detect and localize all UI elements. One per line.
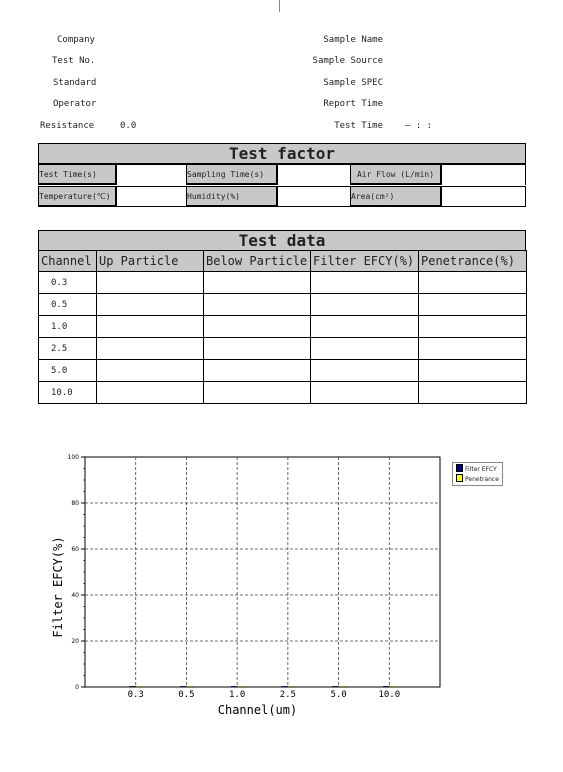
x-tick-label: 10.0 xyxy=(378,690,401,700)
area-value xyxy=(442,186,526,207)
table-row xyxy=(39,360,527,382)
data-cell xyxy=(419,360,527,382)
data-cell xyxy=(97,316,204,338)
bar-penetrance xyxy=(237,686,243,687)
channel-cell: 1.0 xyxy=(39,316,97,338)
area-label: Area(cm²) xyxy=(350,186,442,207)
table-row xyxy=(39,338,527,360)
data-cell xyxy=(97,360,204,382)
company-label: Company xyxy=(57,35,95,45)
bar-penetrance xyxy=(389,686,395,687)
operator-label: Operator xyxy=(53,99,97,109)
channel-cell: 5.0 xyxy=(39,360,97,382)
up-particle-header: Up Particle xyxy=(97,251,204,272)
air-flow-value xyxy=(442,164,526,185)
x-tick-label: 2.5 xyxy=(279,690,296,700)
data-cell xyxy=(311,272,419,294)
data-cell xyxy=(311,294,419,316)
y-tick-label: 40 xyxy=(71,592,79,599)
air-flow-label: Air Flow (L/min) xyxy=(350,164,442,185)
penetrance-header: Penetrance(%) xyxy=(419,251,527,272)
data-cell xyxy=(97,294,204,316)
x-tick-label: 5.0 xyxy=(330,690,347,700)
bar-filter-efcy xyxy=(130,686,136,687)
bar-penetrance xyxy=(339,686,345,687)
humidity-label: Humidity(%) xyxy=(186,186,278,207)
bar-filter-efcy xyxy=(333,686,339,687)
sampling-time-value xyxy=(278,164,350,185)
bar-penetrance xyxy=(186,686,192,687)
data-cell xyxy=(311,382,419,404)
data-cell xyxy=(204,316,311,338)
data-cell xyxy=(204,382,311,404)
table-row xyxy=(39,272,527,294)
data-cell xyxy=(204,272,311,294)
y-tick-label: 60 xyxy=(71,546,79,553)
data-cell xyxy=(97,272,204,294)
data-cell xyxy=(311,360,419,382)
test-factor-row xyxy=(38,164,526,185)
legend-item-penetrance xyxy=(456,474,499,484)
humidity-value xyxy=(278,186,350,207)
bar-filter-efcy xyxy=(231,686,237,687)
y-tick-label: 20 xyxy=(71,638,79,645)
legend-label: Filter EFCY xyxy=(465,466,497,473)
test-data-table xyxy=(38,250,527,404)
x-tick-label: 0.5 xyxy=(178,690,195,700)
test-time-value: — : : xyxy=(405,121,433,131)
x-tick-label: 0.3 xyxy=(127,690,144,700)
chart-legend xyxy=(452,462,503,486)
test-time-label: Test Time xyxy=(334,121,383,131)
channel-cell: 2.5 xyxy=(39,338,97,360)
temperature-label: Temperature(℃) xyxy=(38,186,117,207)
test-data-title: Test data xyxy=(38,230,526,251)
data-cell xyxy=(419,338,527,360)
data-cell xyxy=(419,316,527,338)
data-cell xyxy=(419,272,527,294)
legend-label: Penetrance xyxy=(465,476,499,483)
test-factor-row xyxy=(38,186,526,207)
bar-filter-efcy xyxy=(180,686,186,687)
test-time-factor-value xyxy=(117,164,186,185)
plot-area xyxy=(85,457,440,687)
standard-label: Standard xyxy=(53,78,97,88)
table-row xyxy=(39,294,527,316)
legend-swatch xyxy=(456,464,463,472)
channel-header: Channel xyxy=(39,251,97,272)
table-row xyxy=(39,316,527,338)
resistance-value: 0.0 xyxy=(120,121,137,131)
channel-cell: 10.0 xyxy=(39,382,97,404)
sample-source-label: Sample Source xyxy=(312,56,383,66)
y-tick-label: 0 xyxy=(75,684,79,691)
data-cell xyxy=(419,294,527,316)
data-cell xyxy=(97,338,204,360)
x-tick-label: 1.0 xyxy=(229,690,246,700)
channel-cell: 0.3 xyxy=(39,272,97,294)
y-tick-label: 100 xyxy=(67,454,79,461)
test-time-factor-label: Test Time(s) xyxy=(38,164,117,185)
data-cell xyxy=(204,294,311,316)
y-tick-label: 80 xyxy=(71,500,79,507)
data-cell xyxy=(419,382,527,404)
y-axis-label: Filter EFCY(%) xyxy=(51,536,65,638)
filter-efcy-header: Filter EFCY(%) xyxy=(311,251,419,272)
bar-penetrance xyxy=(288,686,294,687)
page-marker xyxy=(279,0,280,12)
report-time-label: Report Time xyxy=(323,99,383,109)
sampling-time-label: Sampling Time(s) xyxy=(186,164,278,185)
data-cell xyxy=(204,338,311,360)
data-cell xyxy=(204,360,311,382)
temperature-value xyxy=(117,186,186,207)
test-no-label: Test No. xyxy=(52,56,96,66)
legend-swatch xyxy=(456,474,463,482)
legend-item-filter-efcy xyxy=(456,464,499,474)
data-cell xyxy=(311,338,419,360)
sample-spec-label: Sample SPEC xyxy=(323,78,383,88)
sample-name-label: Sample Name xyxy=(323,35,383,45)
table-header-row xyxy=(39,251,527,272)
bar-filter-efcy xyxy=(282,686,288,687)
x-axis-label: Channel(um) xyxy=(217,703,298,717)
bar-penetrance xyxy=(136,686,142,687)
data-cell xyxy=(97,382,204,404)
test-factor-title: Test factor xyxy=(38,143,526,164)
table-row xyxy=(39,382,527,404)
below-particle-header: Below Particle xyxy=(204,251,311,272)
data-cell xyxy=(311,316,419,338)
channel-cell: 0.5 xyxy=(39,294,97,316)
resistance-label: Resistance xyxy=(40,121,95,131)
bar-filter-efcy xyxy=(383,686,389,687)
